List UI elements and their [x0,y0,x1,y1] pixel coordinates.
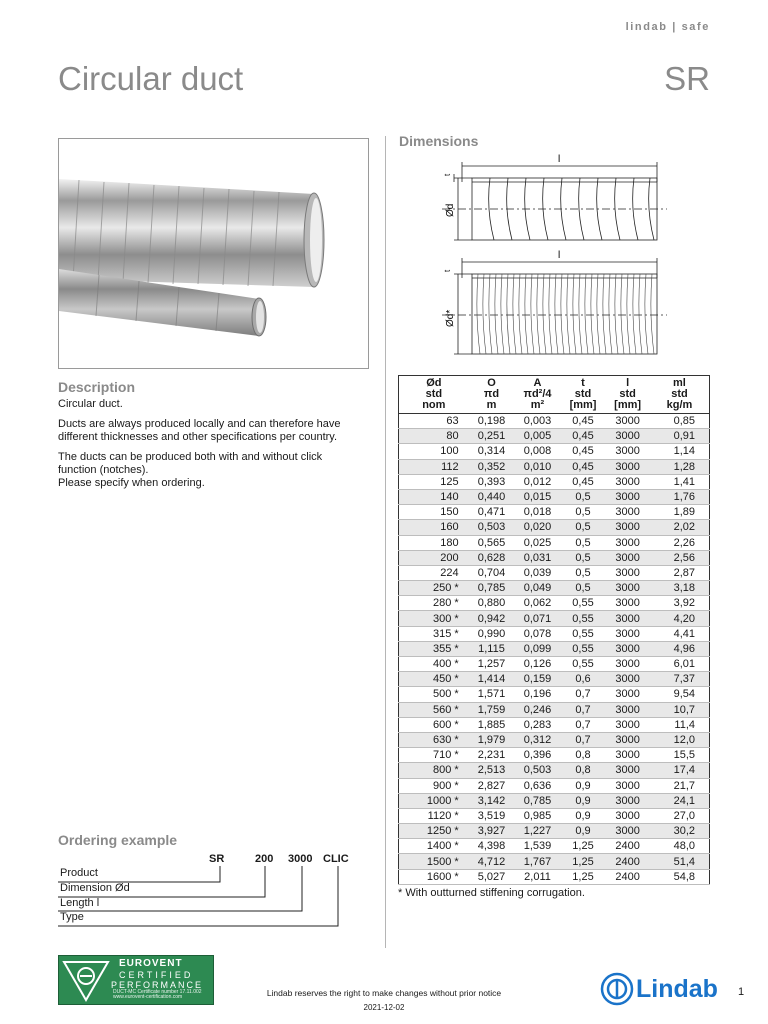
table-cell: 27,0 [650,808,710,823]
table-cell: 150 [399,505,469,520]
table-cell: 2,56 [650,550,710,565]
footer-date: 2021-12-02 [363,1003,405,1012]
table-cell: 315 * [399,626,469,641]
table-cell: 3,18 [650,581,710,596]
table-row [399,732,710,747]
table-cell: 1600 * [399,869,469,884]
footer-notice: Lindab reserves the right to make changes without prior notice [266,988,502,998]
table-cell: 1,76 [650,489,710,504]
table-cell: 1,539 [514,839,560,854]
table-cell: 0,025 [514,535,560,550]
header-length: l std [mm] [605,376,650,414]
table-cell: 0,283 [514,717,560,732]
description-heading: Description [58,379,136,395]
header-od: Ød std nom [399,376,469,414]
table-cell: 1250 * [399,824,469,839]
table-cell: 0,071 [514,611,560,626]
table-cell: 0,7 [561,687,606,702]
table-row [399,702,710,717]
table-cell: 0,503 [469,520,515,535]
table-cell: 0,020 [514,520,560,535]
table-cell: 3000 [605,520,650,535]
lindab-wordmark: Lindab [636,975,718,1003]
table-cell: 2,827 [469,778,515,793]
table-cell: 24,1 [650,793,710,808]
table-cell: 0,5 [561,505,606,520]
table-cell: 0,5 [561,565,606,580]
table-cell: 1,41 [650,474,710,489]
table-row [399,641,710,656]
spec-table [398,375,710,885]
table-cell: 0,45 [561,474,606,489]
table-row [399,565,710,580]
table-cell: 180 [399,535,469,550]
table-cell: 0,9 [561,778,606,793]
table-cell: 0,012 [514,474,560,489]
table-cell: 0,503 [514,763,560,778]
table-row [399,763,710,778]
table-cell: 3000 [605,672,650,687]
table-cell: 3,92 [650,596,710,611]
table-cell: 3000 [605,550,650,565]
ordering-heading: Ordering example [58,832,178,848]
table-cell: 0,008 [514,444,560,459]
table-cell: 0,251 [469,429,515,444]
table-cell: 3000 [605,808,650,823]
table-row [399,489,710,504]
table-cell: 0,5 [561,581,606,596]
table-cell: 0,352 [469,459,515,474]
order-code-length: 3000 [288,853,313,865]
table-cell: 0,8 [561,763,606,778]
table-cell: 0,91 [650,429,710,444]
description-paragraph: Please specify when ordering. [58,477,205,489]
table-cell: 3000 [605,474,650,489]
table-cell: 11,4 [650,717,710,732]
table-cell: 140 [399,489,469,504]
table-cell: 0,5 [561,520,606,535]
table-cell: 1,979 [469,732,515,747]
table-cell: 0,018 [514,505,560,520]
table-cell: 0,312 [514,732,560,747]
table-cell: 560 * [399,702,469,717]
table-cell: 21,7 [650,778,710,793]
table-cell: 0,9 [561,808,606,823]
table-cell: 2,26 [650,535,710,550]
header-mass: ml std kg/m [650,376,710,414]
length-label-top: l [558,154,561,165]
table-row [399,717,710,732]
table-cell: 48,0 [650,839,710,854]
table-cell: 0,985 [514,808,560,823]
table-cell: 2,513 [469,763,515,778]
header-area: A πd²/4 m² [514,376,560,414]
table-row [399,626,710,641]
table-cell: 3000 [605,459,650,474]
table-cell: 4,41 [650,626,710,641]
table-cell: 1,115 [469,641,515,656]
table-cell: 400 * [399,657,469,672]
table-cell: 0,55 [561,657,606,672]
table-cell: 3000 [605,824,650,839]
table-cell: 63 [399,414,469,429]
table-cell: 3000 [605,489,650,504]
table-cell: 3000 [605,702,650,717]
diameter-star-label: Ød* [445,309,456,327]
table-cell: 0,5 [561,550,606,565]
table-cell: 4,96 [650,641,710,656]
table-cell: 0,126 [514,657,560,672]
table-cell: 3000 [605,505,650,520]
table-cell: 2,87 [650,565,710,580]
table-cell: 710 * [399,748,469,763]
table-cell: 0,396 [514,748,560,763]
table-row [399,824,710,839]
table-cell: 30,2 [650,824,710,839]
table-cell: 0,393 [469,474,515,489]
table-cell: 2400 [605,854,650,869]
table-cell: 500 * [399,687,469,702]
table-cell: 1,25 [561,869,606,884]
order-code-dimension: 200 [255,853,274,865]
table-cell: 80 [399,429,469,444]
table-cell: 0,010 [514,459,560,474]
thickness-label-bottom: t [443,269,452,272]
table-cell: 5,027 [469,869,515,884]
table-cell: 3000 [605,581,650,596]
table-cell: 112 [399,459,469,474]
table-cell: 0,314 [469,444,515,459]
column-divider [385,136,386,948]
table-cell: 3000 [605,657,650,672]
table-cell: 0,078 [514,626,560,641]
table-cell: 0,9 [561,824,606,839]
table-cell: 0,471 [469,505,515,520]
lindab-globe-icon [600,972,634,1006]
table-cell: 1,414 [469,672,515,687]
table-cell: 2,011 [514,869,560,884]
performance-text: PERFORMANCE [111,980,204,990]
description-paragraph: Circular duct. [58,398,123,410]
table-cell: 0,55 [561,596,606,611]
table-cell: 1,759 [469,702,515,717]
order-code-product: SR [209,853,225,865]
table-header-row [399,376,710,414]
table-cell: 1,885 [469,717,515,732]
table-row [399,444,710,459]
table-cell: 300 * [399,611,469,626]
lindab-logo [600,972,718,1006]
page-number: 1 [738,986,745,998]
duct-illustration [59,139,369,369]
table-cell: 0,880 [469,596,515,611]
order-label-product: Product [60,867,98,879]
table-cell: 0,039 [514,565,560,580]
certificate-fine-print: DUCT-MC Certificate number 17.11.002 www.eurovent-certification.com [113,989,202,1000]
table-cell: 3000 [605,414,650,429]
header-thickness: t std [mm] [561,376,606,414]
table-cell: 6,01 [650,657,710,672]
table-cell: 0,049 [514,581,560,596]
table-cell: 0,942 [469,611,515,626]
diameter-label: Ød [445,203,456,217]
table-cell: 4,398 [469,839,515,854]
description-paragraph: Ducts are always produced locally and can therefore have different thicknesses and other specifications per country. [58,418,341,443]
table-cell: 3000 [605,535,650,550]
table-cell: 3000 [605,626,650,641]
table-cell: 1,257 [469,657,515,672]
dimensions-heading: Dimensions [399,133,479,149]
table-cell: 1,571 [469,687,515,702]
table-cell: 2400 [605,839,650,854]
table-cell: 10,7 [650,702,710,717]
table-cell: 0,8 [561,748,606,763]
table-cell: 160 [399,520,469,535]
brand-tagline: lindab | safe [625,21,710,33]
table-cell: 3000 [605,732,650,747]
table-row [399,429,710,444]
table-cell: 1,89 [650,505,710,520]
table-cell: 0,099 [514,641,560,656]
description-paragraph: The ducts can be produced both with and without click function (notches). [58,451,323,476]
table-row [399,839,710,854]
table-cell: 1,25 [561,839,606,854]
table-cell: 3000 [605,748,650,763]
order-label-type: Type [60,911,84,923]
order-label-dimension: Dimension Ød [60,882,130,894]
table-cell: 1,227 [514,824,560,839]
table-cell: 0,198 [469,414,515,429]
table-row [399,535,710,550]
table-row [399,581,710,596]
table-cell: 0,636 [514,778,560,793]
table-cell: 0,9 [561,793,606,808]
table-cell: 280 * [399,596,469,611]
table-row [399,687,710,702]
table-cell: 3000 [605,687,650,702]
table-cell: 3,927 [469,824,515,839]
table-row [399,611,710,626]
table-footnote: * With outturned stiffening corrugation. [398,887,585,899]
table-cell: 1500 * [399,854,469,869]
table-cell: 3000 [605,596,650,611]
table-row [399,672,710,687]
table-cell: 7,37 [650,672,710,687]
table-cell: 0,003 [514,414,560,429]
table-cell: 0,55 [561,611,606,626]
table-cell: 4,712 [469,854,515,869]
table-cell: 3000 [605,565,650,580]
table-cell: 0,7 [561,717,606,732]
table-cell: 51,4 [650,854,710,869]
dimension-drawing [442,152,667,362]
table-cell: 224 [399,565,469,580]
table-cell: 125 [399,474,469,489]
table-cell: 100 [399,444,469,459]
table-cell: 1120 * [399,808,469,823]
table-row [399,854,710,869]
product-photo [58,138,369,369]
table-row [399,748,710,763]
table-cell: 2400 [605,869,650,884]
table-cell: 3000 [605,763,650,778]
table-row [399,520,710,535]
table-cell: 1000 * [399,793,469,808]
table-cell: 0,159 [514,672,560,687]
table-cell: 0,45 [561,429,606,444]
table-cell: 1,767 [514,854,560,869]
table-cell: 0,45 [561,414,606,429]
table-cell: 200 [399,550,469,565]
table-cell: 0,45 [561,444,606,459]
page-title: Circular duct [58,60,244,97]
table-cell: 0,6 [561,672,606,687]
table-cell: 0,785 [514,793,560,808]
table-row [399,414,710,429]
table-cell: 3000 [605,444,650,459]
table-cell: 800 * [399,763,469,778]
table-cell: 3000 [605,793,650,808]
order-code-type: CLIC [323,853,349,865]
table-cell: 450 * [399,672,469,687]
table-cell: 0,628 [469,550,515,565]
table-cell: 1,14 [650,444,710,459]
table-row [399,459,710,474]
eurovent-text: EUROVENT [119,958,183,969]
table-cell: 3000 [605,429,650,444]
table-cell: 9,54 [650,687,710,702]
table-cell: 3000 [605,611,650,626]
table-cell: 0,5 [561,535,606,550]
table-cell: 0,246 [514,702,560,717]
table-cell: 1,25 [561,854,606,869]
table-cell: 3,519 [469,808,515,823]
table-cell: 0,7 [561,702,606,717]
table-cell: 0,062 [514,596,560,611]
table-row [399,505,710,520]
table-cell: 630 * [399,732,469,747]
header-circumference: O πd m [469,376,515,414]
description-text [58,398,363,497]
table-cell: 0,5 [561,489,606,504]
table-body [399,414,710,885]
table-cell: 0,704 [469,565,515,580]
table-cell: 54,8 [650,869,710,884]
table-cell: 0,015 [514,489,560,504]
table-row [399,474,710,489]
table-cell: 0,85 [650,414,710,429]
table-cell: 15,5 [650,748,710,763]
table-cell: 0,031 [514,550,560,565]
table-cell: 250 * [399,581,469,596]
table-cell: 0,785 [469,581,515,596]
table-cell: 0,45 [561,459,606,474]
table-cell: 3000 [605,778,650,793]
length-label-bottom: l [558,250,561,261]
thickness-label-top: t [443,173,452,176]
table-cell: 2,231 [469,748,515,763]
table-cell: 0,005 [514,429,560,444]
table-cell: 17,4 [650,763,710,778]
table-cell: 0,565 [469,535,515,550]
table-cell: 12,0 [650,732,710,747]
table-row [399,657,710,672]
table-row [399,808,710,823]
table-cell: 0,55 [561,626,606,641]
order-label-length: Length l [60,897,100,909]
table-row [399,869,710,884]
table-cell: 2,02 [650,520,710,535]
table-cell: 0,55 [561,641,606,656]
table-row [399,596,710,611]
product-code: SR [664,60,710,97]
table-cell: 0,7 [561,732,606,747]
certified-text: CERTIFIED [119,970,194,980]
table-cell: 1400 * [399,839,469,854]
table-cell: 0,990 [469,626,515,641]
table-row [399,550,710,565]
table-cell: 900 * [399,778,469,793]
table-cell: 3000 [605,717,650,732]
table-cell: 3,142 [469,793,515,808]
table-row [399,793,710,808]
table-row [399,778,710,793]
table-cell: 0,196 [514,687,560,702]
table-cell: 1,28 [650,459,710,474]
table-cell: 3000 [605,641,650,656]
table-cell: 355 * [399,641,469,656]
table-cell: 0,440 [469,489,515,504]
table-cell: 600 * [399,717,469,732]
table-cell: 4,20 [650,611,710,626]
